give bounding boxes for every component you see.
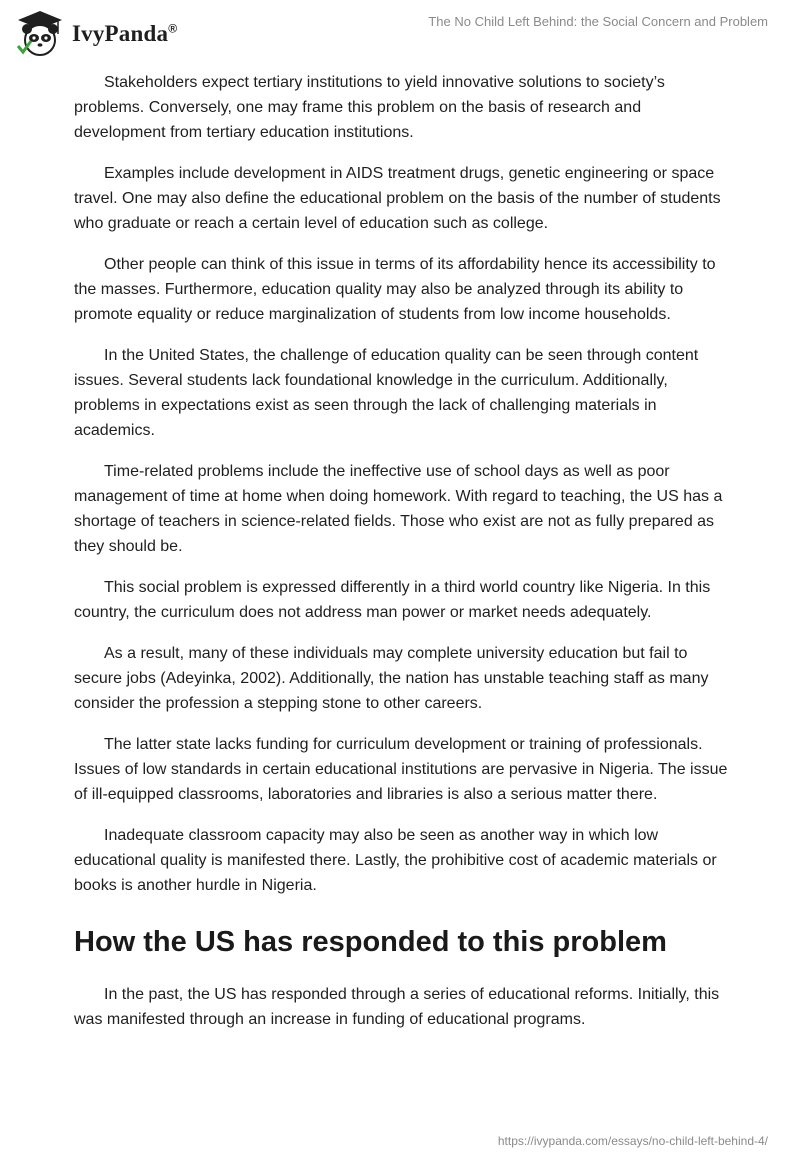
paragraph: Other people can think of this issue in terms of its affordability hence its accessibility to the masses. Furthermore, education quality may also be analyzed through its ability to promote equality or reduce marginalization of students from low income households. <box>74 256 716 323</box>
paragraph: Inadequate classroom capacity may also be seen as another way in which low educational quality is manifested there. Lastly, the prohibitive cost of academic materials or books is another hurdle in Nigeria. <box>74 827 717 894</box>
section-heading: How the US has responded to this problem <box>74 926 667 958</box>
page-header <box>0 0 800 64</box>
panda-logo-icon <box>14 8 66 60</box>
brand-logo[interactable] <box>14 8 177 60</box>
paragraph: In the past, the US has responded through a series of educational reforms. Initially, this was manifested through an increase in funding of educational programs. <box>74 986 720 1028</box>
essay-body <box>74 70 734 1048</box>
paragraph: This social problem is expressed differently in a third world country like Nigeria. In this country, the curriculum does not address man power or market needs adequately. <box>74 579 711 621</box>
paragraph: The latter state lacks funding for curriculum development or training of professionals. Issues of low standards in certain educational institutions are pervasive in Nigeria. The issue of ill-equipped classrooms, laboratories and libraries is also a serious matter there. <box>74 736 728 803</box>
paragraph: Stakeholders expect tertiary institutions to yield innovative solutions to society’s problems. Conversely, one may frame this problem on the basis of research and development from tertiary education institutions. <box>74 74 665 141</box>
document-title: The No Child Left Behind: the Social Concern and Problem <box>428 14 768 29</box>
paragraph: Examples include development in AIDS treatment drugs, genetic engineering or space travel. One may also define the educational problem on the basis of the number of students who graduate or reach a certain level of education such as college. <box>74 165 721 232</box>
paragraph: In the United States, the challenge of education quality can be seen through content issues. Several students lack foundational knowledge in the curriculum. Additionally, problems in expectations exist as seen through the lack of challenging materials in academics. <box>74 347 699 439</box>
brand-name: IvyPanda® <box>72 21 178 46</box>
paragraph: As a result, many of these individuals may complete university education but fail to secure jobs (Adeyinka, 2002). Additionally, the nation has unstable teaching staff as many consider the profession a stepping stone to other careers. <box>74 645 709 712</box>
paragraph: Time-related problems include the ineffective use of school days as well as poor management of time at home when doing homework. With regard to teaching, the US has a shortage of teachers in science-related fields. Those who exist are not as fully prepared as they should be. <box>74 463 723 555</box>
source-url[interactable]: https://ivypanda.com/essays/no-child-left-behind-4/ <box>497 1134 768 1148</box>
